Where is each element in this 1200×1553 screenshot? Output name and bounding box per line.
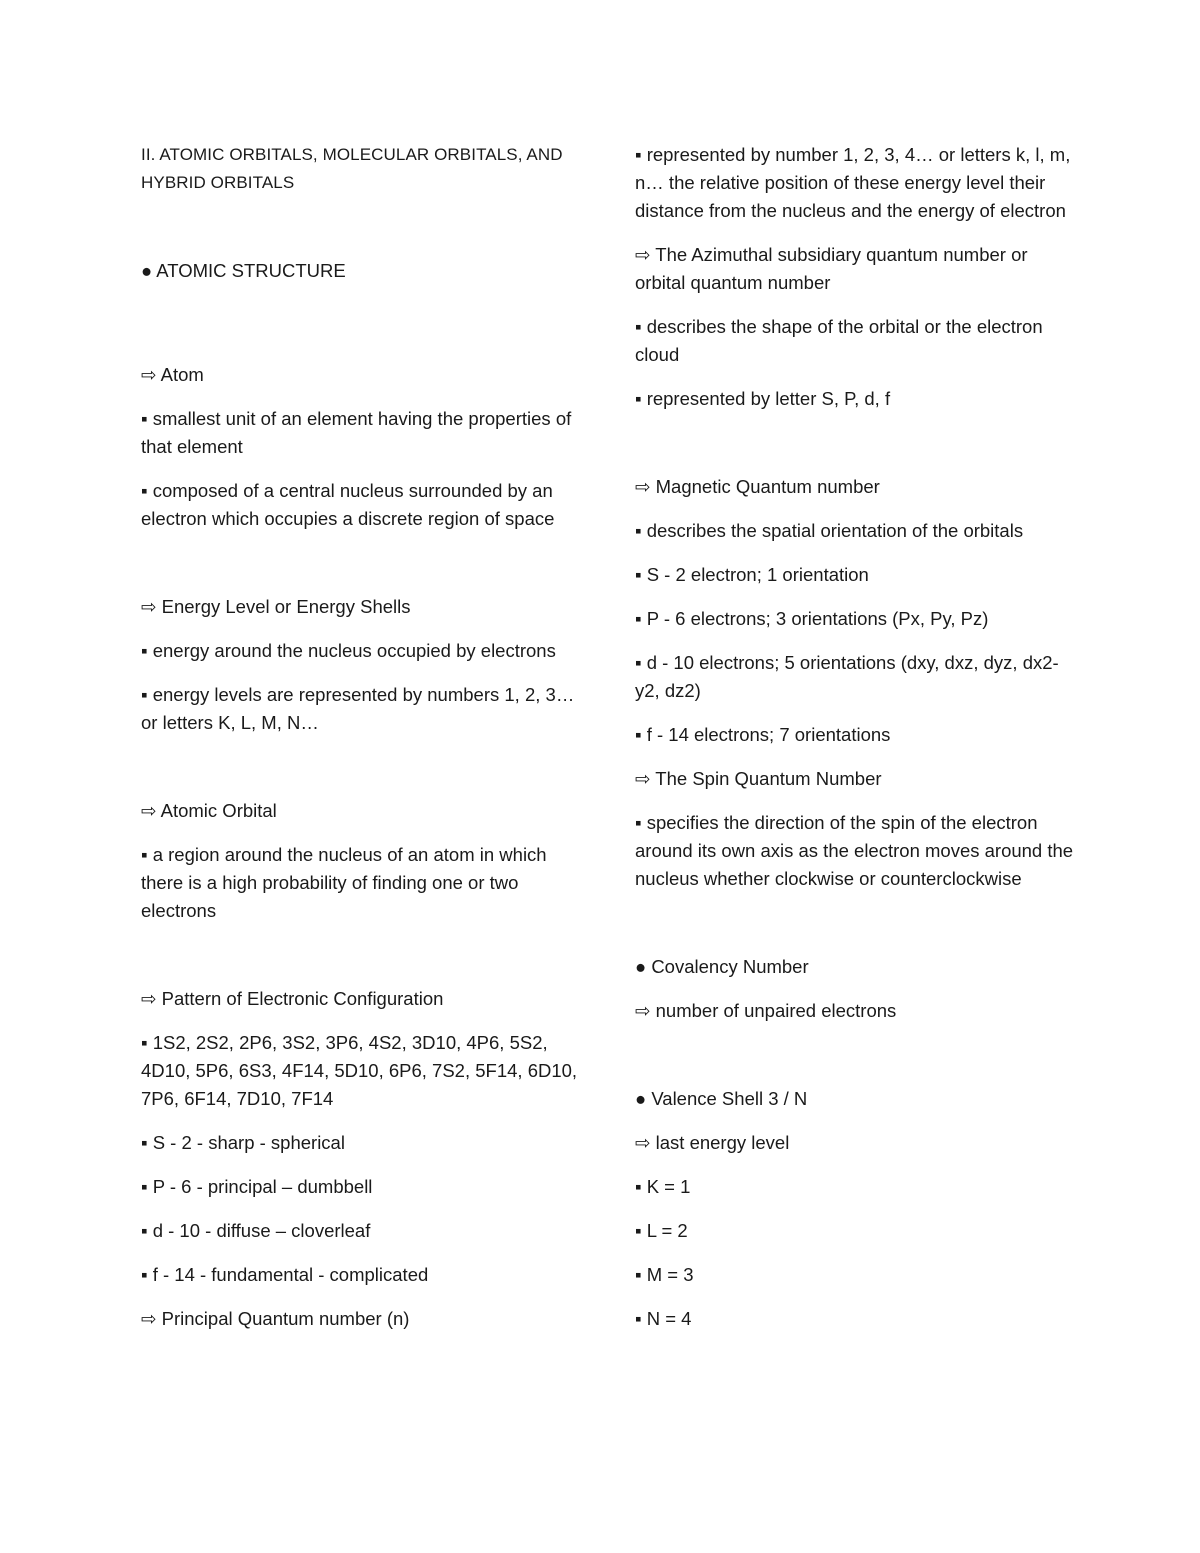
orbital-type-bullet: ▪ f - 14 - fundamental - complicated	[141, 1264, 429, 1285]
valence-shell-bullet: ⇨ last energy level	[635, 1132, 790, 1153]
valence-value-bullet: ▪ M = 3	[635, 1264, 694, 1285]
atom-bullet: ▪ smallest unit of an element having the properties of that element	[141, 408, 572, 457]
magnetic-orientation-bullet: ▪ S - 2 electron; 1 orientation	[635, 564, 869, 585]
covalency-heading: ● Covalency Number	[635, 956, 809, 977]
azimuthal-quantum-bullet: ▪ represented by letter S, P, d, f	[635, 388, 891, 409]
spin-quantum-heading: ⇨ The Spin Quantum Number	[635, 768, 882, 789]
magnetic-quantum-bullet: ▪ describes the spatial orientation of the orbitals	[635, 520, 1024, 541]
magnetic-orientation-bullet: ▪ f - 14 electrons; 7 orientations	[635, 724, 891, 745]
energy-level-heading: ⇨ Energy Level or Energy Shells	[141, 596, 411, 617]
atomic-structure-heading: ● ATOMIC STRUCTURE	[141, 260, 346, 281]
configuration-pattern-bullet: ▪ 1S2, 2S2, 2P6, 3S2, 3P6, 4S2, 3D10, 4P6, 5S2, 4D10, 5P6, 6S3, 4F14, 5D10, 6P6, 7S2, 5F14, 6D10, 7P6, 6F14, 7D10, 7F14	[141, 1032, 578, 1109]
energy-level-bullet: ▪ energy around the nucleus occupied by electrons	[141, 640, 556, 661]
atomic-orbital-heading: ⇨ Atomic Orbital	[141, 800, 277, 821]
valence-value-bullet: ▪ L = 2	[635, 1220, 688, 1241]
magnetic-orientation-bullet: ▪ d - 10 electrons; 5 orientations (dxy, dxz, dyz, dx2-y2, dz2)	[635, 652, 1059, 701]
atom-heading: ⇨ Atom	[141, 364, 204, 385]
right-column	[635, 141, 1075, 1349]
principal-quantum-bullet: ▪ represented by number 1, 2, 3, 4… or letters k, l, m, n… the relative position of these energy level their distance from the nucleus and the energy of electron	[635, 144, 1071, 221]
atomic-orbital-bullet: ▪ a region around the nucleus of an atom in which there is a high probability of finding one or two electrons	[141, 844, 547, 921]
valence-shell-heading: ● Valence Shell 3 / N	[635, 1088, 808, 1109]
energy-level-bullet: ▪ energy levels are represented by numbers 1, 2, 3… or letters K, L, M, N…	[141, 684, 575, 733]
left-column	[141, 141, 581, 1349]
orbital-type-bullet: ▪ d - 10 - diffuse – cloverleaf	[141, 1220, 371, 1241]
valence-value-bullet: ▪ K = 1	[635, 1176, 691, 1197]
azimuthal-quantum-bullet: ▪ describes the shape of the orbital or the electron cloud	[635, 316, 1043, 365]
principal-quantum-heading: ⇨ Principal Quantum number (n)	[141, 1308, 410, 1329]
valence-value-bullet: ▪ N = 4	[635, 1308, 692, 1329]
atom-bullet: ▪ composed of a central nucleus surrounded by an electron which occupies a discrete region of space	[141, 480, 555, 529]
spin-quantum-bullet: ▪ specifies the direction of the spin of the electron around its own axis as the electron moves around the nucleus whether clockwise or counterclockwise	[635, 812, 1074, 889]
azimuthal-quantum-heading: ⇨ The Azimuthal subsidiary quantum number or orbital quantum number	[635, 244, 1028, 293]
magnetic-orientation-bullet: ▪ P - 6 electrons; 3 orientations (Px, Py, Pz)	[635, 608, 989, 629]
section-title: II. ATOMIC ORBITALS, MOLECULAR ORBITALS, AND HYBRID ORBITALS	[141, 145, 563, 192]
configuration-pattern-heading: ⇨ Pattern of Electronic Configuration	[141, 988, 444, 1009]
orbital-type-bullet: ▪ P - 6 - principal – dumbbell	[141, 1176, 373, 1197]
orbital-type-bullet: ▪ S - 2 - sharp - spherical	[141, 1132, 345, 1153]
covalency-bullet: ⇨ number of unpaired electrons	[635, 1000, 897, 1021]
magnetic-quantum-heading: ⇨ Magnetic Quantum number	[635, 476, 880, 497]
